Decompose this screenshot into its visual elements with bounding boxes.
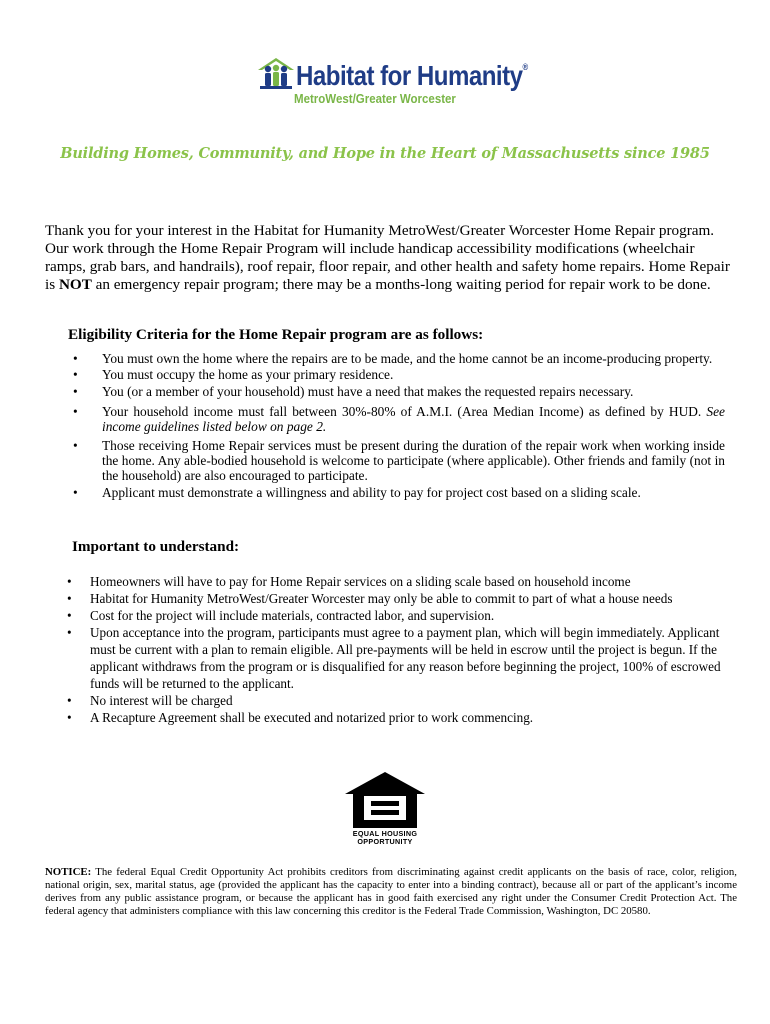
- list-item: • No interest will be charged: [67, 693, 233, 708]
- list-item: • Habitat for Humanity MetroWest/Greater Worcester may only be able to commit to part of what a house needs: [67, 591, 673, 606]
- list-item: • Cost for the project will include materials, contracted labor, and supervision.: [67, 608, 495, 623]
- logo-affiliate-name: MetroWest/Greater Worcester: [294, 92, 456, 106]
- habitat-logo: [256, 54, 526, 114]
- equal-housing-house-icon: [340, 770, 430, 830]
- intro-paragraph: Thank you for your interest in the Habitat for Humanity MetroWest/Greater Worcester Home Repair program. Our work through the Home Repair Program will include handicap accessibility modifications (wheelchair ramps, grab bars, and handrails), roof repair, floor repair, and other health and safety home repairs. Home Repair is NOT an emergency repair program; there may be a months-long waiting period for repair work to be done.: [45, 222, 730, 293]
- list-item: • You (or a member of your household) must have a need that makes the requested repairs necessary.: [73, 384, 634, 399]
- important-heading: Important to understand:: [72, 538, 240, 555]
- list-item: • A Recapture Agreement shall be executed and notarized prior to work commencing.: [67, 710, 534, 725]
- logo-wordmark: Habitat for Humanity®: [296, 60, 528, 91]
- equal-housing-logo: [340, 770, 430, 856]
- notice-label: NOTICE:: [45, 866, 92, 878]
- equal-housing-text: EQUAL HOUSING OPPORTUNITY: [352, 829, 418, 846]
- list-item: • You must own the home where the repairs are to be made, and the home cannot be an income-producing property.: [73, 351, 713, 366]
- intro-emphasis: NOT: [58, 276, 92, 293]
- list-item: • Applicant must demonstrate a willingness and ability to pay for project cost based on a sliding scale.: [73, 485, 641, 500]
- important-list: [60, 573, 732, 726]
- eligibility-list: [60, 351, 725, 500]
- notice-paragraph: NOTICE: The federal Equal Credit Opportunity Act prohibits creditors from discriminating against credit applicants on the basis of race, color, religion, national origin, sex, marital status, age (provided the applicant has the capacity to enter into a binding contract), because all or part of the applicant’s income derives from any public assistance program, or because the applicant has in good faith exercised any right under the Consumer Credit Protection Act. The federal agency that administers compliance with this law concerning this creditor is the Federal Trade Commission, Washington, DC 20580.: [45, 866, 737, 917]
- list-item: • Those receiving Home Repair services must be present during the duration of the repair work when working inside the home. Any able-bodied household is welcome to participate (where applicable). Other friends and family (not in the household) are also encouraged to participate.: [73, 438, 725, 483]
- habitat-house-people-icon: [256, 56, 296, 92]
- tagline: Building Homes, Community, and Hope in the Heart of Massachusetts since 1985: [60, 145, 710, 162]
- eligibility-heading: Eligibility Criteria for the Home Repair program are as follows:: [68, 326, 484, 343]
- list-item: • You must occupy the home as your primary residence.: [73, 367, 394, 382]
- list-item: • Upon acceptance into the program, participants must agree to a payment plan, which will begin immediately. Applicant must be current with a plan to remain eligible. All pre-payments will be held in escrow until the project is begun. If the applicant withdraws from the program or is disqualified for any reason before beginning the project, 100% of escrowed funds will be returned to the applicant.: [67, 625, 721, 691]
- list-item: • Your household income must fall between 30%-80% of A.M.I. (Area Median Income) as defined by HUD. See income guidelines listed below on page 2.: [73, 404, 725, 434]
- list-item: • Homeowners will have to pay for Home Repair services on a sliding scale based on household income: [67, 574, 631, 589]
